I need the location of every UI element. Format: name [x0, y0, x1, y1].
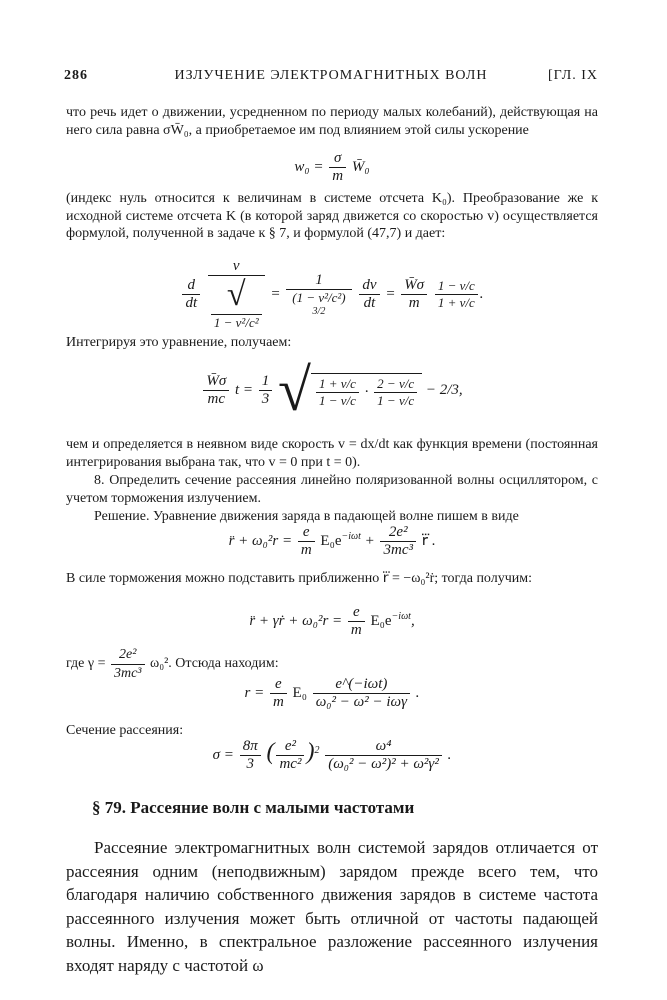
paragraph-4: чем и определяется в неявном виде скорость v = dx/dt как функция времени (постоянная интегрирования выбрана так, что v = 0 при t = 0). — [66, 437, 598, 470]
paragraph-1: что речь идет о движении, усредненном по периоду малых колебаний), действующая на него сила равна σW̄₀, а приобретаемое им под влиянием этой силы ускорение — [66, 105, 598, 138]
equation-acceleration: w₀ = $\frac{\sigma}{m}$ W̄₀ — [294, 150, 370, 184]
chapter-label: [ГЛ. IX — [548, 68, 598, 83]
paragraph-3: Интегрируя это уравнение, получаем: — [66, 335, 292, 350]
paragraph-6: Решение. Уравнение движения заряда в падающей волне пишем в виде — [94, 509, 519, 524]
equation-damped: r̈ + γṙ + ω₀²r = $\frac{e}{m}$ $E_0e^{-i\omega t}$, — [249, 604, 415, 638]
paragraph-9: Сечение рассеяния: — [66, 723, 184, 738]
page-number: 286 — [64, 68, 88, 83]
paragraph-8: где γ = $\frac{\text{2e²}}{\text{3mc³}}$ ω₀². Отсюда находим: — [66, 647, 279, 681]
paragraph-2: (индекс нуль относится к величинам в системе отсчета K₀). Преобразование же к исходной системе отсчета K (в которой заряд движется со скоростью v) осуществляется формулой, полученной в задаче к § 7, и формулой (47,7) и дает: — [66, 191, 598, 241]
running-title: ИЗЛУЧЕНИЕ ЭЛЕКТРОМАГНИТНЫХ ВОЛН — [174, 68, 488, 83]
section-title: § 79. Рассеяние волн с малыми частотами — [92, 798, 415, 817]
equation-transform: $\frac{d}{dt}$ v √ 1 − v²/c² = 1 (1 − v²/c²) 3/2 $\frac{dv}{dt}$ = $\frac{W̄\sigma}{m}$ $\frac{1 - v/c}{1 + v/c}$ . — [66, 258, 598, 331]
section-body: Рассеяние электромагнитных волн системой зарядов отличается от рассеяния одним (неподвижным) зарядом прежде всего тем, что благодаря наличию собственного движения зарядов в системе частота рассеянного излучения может быть отличной от частоты падающей волны. Именно, в спектральное разложение рассеянного излучения входят наряду с частотой ω — [66, 838, 598, 975]
equation-integral: $\frac{W̄\sigma}{mc}$ t = $\frac{1}{3}$ √ $\frac{1 + v/c}{1 - v/c}$ · $\frac{2 - v/c}{1 - v/c}$ − 2/3, — [66, 356, 598, 425]
paragraph-7: В силе торможения можно подставить приближенно r⃛ = −ω₀²ṙ; тогда получим: — [66, 571, 533, 586]
equation-cross-section: σ = $\frac{8\pi}{3}$ ( $\frac{\text{e²}}{\text{mc²}}$ )$^2$ $\frac{\text{ω⁴}}{\text{(ω₀² − ω²)² + ω²γ²}}$ . — [212, 738, 452, 772]
equation-motion: r̈ + ω₀²r = $\frac{e}{m}$ $E_0e^{-i\omega t}$ + $\frac{\text{2e²}}{\text{3mc³}}$ r⃛ . — [228, 524, 436, 558]
page-header — [64, 68, 598, 88]
equation-solution: r = $\frac{e}{m}$ E₀ $\frac{\text{e\textasciicircum{}(−iωt)}}{\text{ω₀² − ω² − iωγ}}$ . — [244, 676, 420, 710]
paragraph-5: 8. Определить сечение рассеяния линейно поляризованной волны осциллятором, с учетом торможения излучением. — [66, 473, 598, 506]
